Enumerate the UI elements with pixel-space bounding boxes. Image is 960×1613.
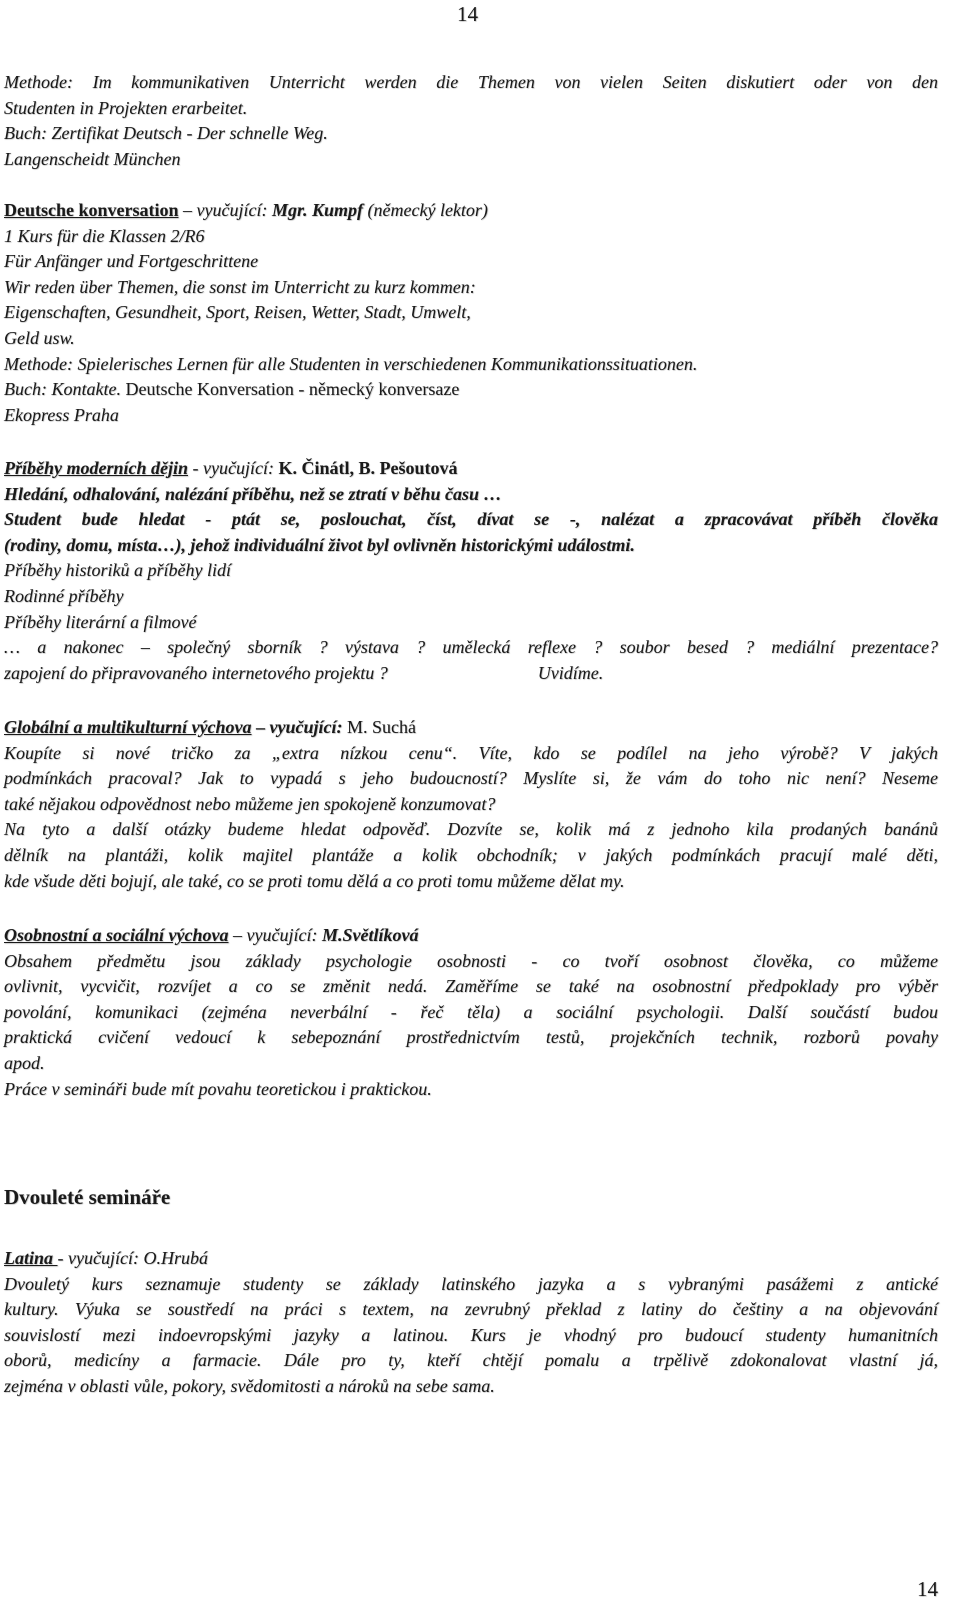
section-pribehy [4,456,938,686]
text-line: … a nakonec – společný sborník ? výstava ? umělecká reflexe ? soubor besed ? mediální prezentace? [4,637,938,658]
page-number-bottom: 14 [917,1577,938,1601]
text-line: povolání, komunikaci (zejména neverbální - řeč těla) a sociální psychologii. Další součástí budou [4,1001,938,1022]
section-latina [4,1246,938,1400]
text-line: Geld usw. [4,327,75,348]
text-line: Rodinné příběhy [4,585,124,606]
text-line: Dvouletý kurs seznamuje studenty se základy latinského jazyka a s vybranými pasážemi z antické [4,1273,938,1294]
section-title: Globální a multikulturní výchova [4,717,252,737]
text-line: 1 Kurs für die Klassen 2/R6 [4,225,205,246]
section-title: Latina [4,1248,58,1268]
text-line: Koupíte si nové tričko za „extra nízkou cenu“. Víte, kdo se podílel na jeho výrobě? V jakých [4,742,938,763]
text-line: Methode: Im kommunikativen Unterricht werden die Themen von vielen Seiten diskutiert oder von den [4,72,938,92]
text-line: oborů, medicíny a farmacie. Dále pro ty, kteří chtějí pomalu a trpělivě zdokonalovat vlastní já, [4,1350,938,1371]
teacher-name: O.Hrubá [143,1248,208,1268]
text-line: Obsahem předmětu jsou základy psychologie osobnosti - co tvoří osobnost člověka, co můžeme [4,950,938,971]
section-title: Příběhy moderních dějin [4,458,188,478]
text-line: Für Anfänger und Fortgeschrittene [4,251,259,272]
text-line: Studenten in Projekten erarbeitet. [4,97,248,118]
text-line: Příběhy historiků a příběhy lidí [4,560,231,581]
teacher-name: M.Světlíková [321,925,419,945]
text-line: apod. [4,1052,45,1073]
section-title: Deutsche konversation [4,200,179,220]
teacher-label: – vyučující: [228,925,322,945]
text-line: podmínkách pracoval? Jak to vypadá s jeho budoucností? Myslíte si, že vám do toho nic není? Neseme [4,768,938,789]
text-line: praktická cvičení vedoucí k sebepoznání prostřednictvím testů, projekčních technik, rozborů povahy [4,1027,938,1048]
teacher-label: - vyučující: [188,458,279,478]
text-line: Ekopress Praha [4,404,119,425]
section-globalni [4,715,938,894]
text-line: souvislostí mezi indoevropskými jazyky a latinou. Kurs je vhodný pro budoucí studenty humanitních [4,1324,938,1345]
teacher-label: vyučující: [269,717,343,737]
teacher-name: K. Činátl, B. Pešoutová [278,458,458,478]
text-line: Wir reden über Themen, die sonst im Unterricht zu kurz kommen: [4,276,476,297]
section-osobnostni [4,923,938,1102]
text-line: kultury. Výuka se soustředí na práci s textem, na zevrubný překlad z latiny do češtiny a na objevování [4,1299,938,1320]
text-line: Hledání, odhalování, nalézání příběhu, než se ztratí v běhu času … [4,483,502,504]
book-label: Buch: Kontakte. [4,379,121,400]
title-dash: – [251,717,270,737]
text-line: Práce v semináři bude mít povahu teoretickou i praktickou. [4,1078,432,1099]
teacher-name: M. Suchá [342,717,417,737]
section-konversation [4,198,938,428]
text-line: dělník na plantáži, kolik majitel plantáže a kolik obchodník; v jakých podmínkách pracují malé děti, [4,844,938,865]
text-line: Methode: Spielerisches Lernen für alle Studenten in verschiedenen Kommunikationssituationen. [4,353,698,374]
teacher-name: Mgr. Kumpf [271,200,363,220]
teacher-role: (německý lektor) [363,200,488,220]
text-line-end: Uvidíme. [537,662,604,683]
text-line: zejména v oblasti vůle, pokory, svědomitosti a nároků na sebe sama. [4,1375,495,1396]
page-number-top: 14 [457,2,478,26]
german-intro [4,70,938,172]
text-line: zapojení do připravovaného internetového projektu ? [4,662,388,683]
section-heading-dvoulete: Dvouleté semináře [4,1185,171,1209]
text-line: také nějakou odpovědnost nebo můžeme jen spokojeně konzumovat? [4,793,496,814]
text-line: (rodiny, domu, místa…), jehož individuální život byl ovlivněn historickými událostmi. [4,534,635,555]
book-title: Deutsche Konversation - německý konversaze [120,379,460,400]
text-line: Příběhy literární a filmové [4,611,197,632]
text-line: kde všude děti bojují, ale také, co se proti tomu dělá a co proti tomu můžeme dělat my. [4,870,625,891]
section-title: Osobnostní a sociální výchova [4,925,229,945]
text-line: Buch: Zertifikat Deutsch - Der schnelle Weg. [4,123,328,144]
text-line: Student bude hledat - ptát se, poslouchat, číst, dívat se -, nalézat a zpracovávat příběh člověka [4,509,938,530]
text-line: Langenscheidt München [4,148,181,169]
text-line: Eigenschaften, Gesundheit, Sport, Reisen, Wetter, Stadt, Umwelt, [4,302,471,323]
teacher-label: – vyučující: [178,200,272,220]
text-line: Na tyto a další otázky budeme hledat odpověď. Dozvíte se, kolik má z jednoho kila prodaných banánů [4,819,938,840]
teacher-label: - vyučující: [57,1248,144,1268]
text-line: ovlivnit, vycvičit, rozvíjet a co se změnit nedá. Zaměříme se také na osobnostní předpoklady pro výběr [4,976,938,997]
